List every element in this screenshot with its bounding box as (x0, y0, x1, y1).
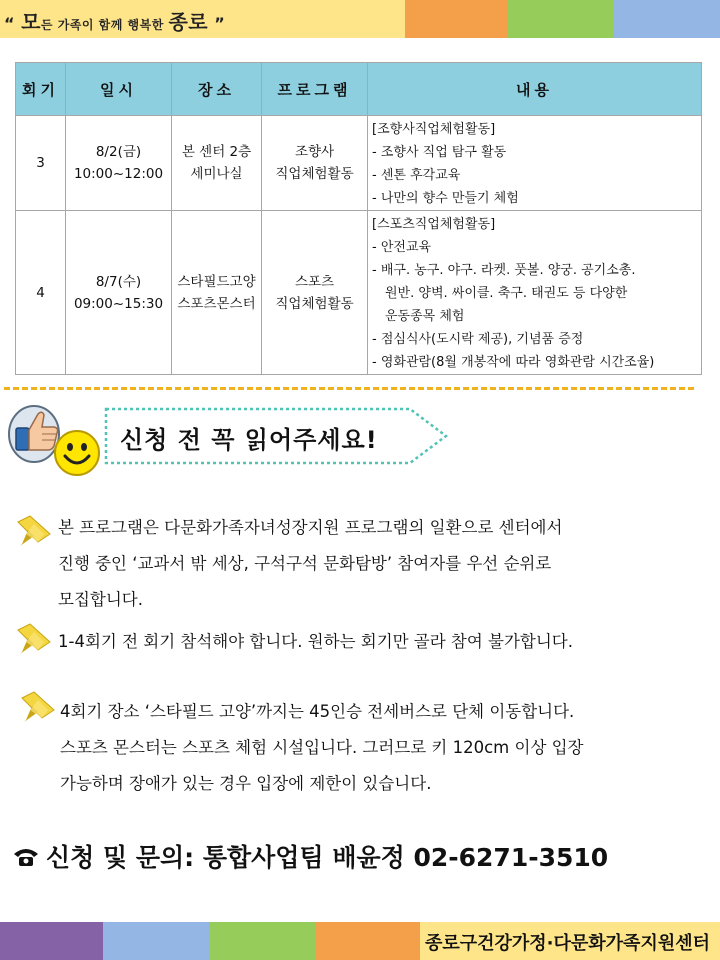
telephone-icon (12, 846, 40, 868)
top-banner (0, 0, 720, 38)
notice-line: 스포츠 몬스터는 스포츠 체험 시설입니다. 그러므로 키 120cm 이상 입장 (60, 738, 584, 757)
column-header-session: 회기 (16, 63, 66, 116)
notice-title: 신청 전 꼭 읽어주세요! (120, 426, 378, 454)
content-cell (368, 116, 702, 211)
notice-paragraph (58, 510, 562, 618)
place-cell (172, 211, 262, 375)
banner-color-block (0, 922, 103, 960)
push-pin-icon (14, 620, 54, 660)
column-header-place: 장소 (172, 63, 262, 116)
date-text: 8/2(금) (95, 144, 142, 160)
table-row (16, 211, 702, 375)
place-text: 스포츠몬스터 (177, 295, 256, 312)
slogan-first-char: 모 (21, 10, 41, 34)
table-row (16, 116, 702, 211)
slogan-middle: 든 가족이 함께 행복한 (40, 18, 169, 32)
content-line: - 나만의 향수 만들기 체험 (372, 191, 519, 206)
place-text: 본 센터 2층 (181, 144, 252, 160)
content-line: [스포츠직업체험활동] (372, 217, 496, 232)
dashed-divider (4, 387, 694, 390)
time-text: 09:00~15:30 (73, 295, 164, 312)
notice-line: 본 프로그램은 다문화가족자녀성장지원 프로그램의 일환으로 센터에서 (58, 518, 563, 537)
program-text: 직업체험활동 (275, 295, 354, 312)
push-pin-icon (18, 688, 58, 728)
content-line: - 안전교육 (372, 240, 432, 255)
notice-line: 모집합니다. (58, 590, 143, 609)
banner-color-block (405, 0, 507, 38)
content-line: - 영화관람(8월 개봉작에 따라 영화관람 시간조율) (372, 355, 655, 370)
date-cell (66, 211, 172, 375)
banner-color-block (103, 922, 209, 960)
place-text: 세미나실 (190, 166, 243, 182)
notice-line: 가능하며 장애가 있는 경우 입장에 제한이 있습니다. (60, 774, 432, 793)
contact-info: 신청 및 문의: 통합사업팀 배윤정 02-6271-3510 (46, 843, 609, 872)
place-text: 스타필드고양 (177, 273, 256, 290)
notice-paragraph (58, 624, 573, 660)
column-header-date: 일시 (66, 63, 172, 116)
table-header-row (16, 63, 702, 116)
program-text: 직업체험활동 (275, 166, 354, 182)
program-text: 조향사 (294, 144, 335, 160)
banner-color-block (209, 922, 316, 960)
content-line: 원반. 양벽. 싸이클. 축구. 태권도 등 다양한 (385, 286, 628, 301)
slogan-quote: ” (214, 14, 226, 33)
slogan-quote: “ (4, 14, 16, 33)
notice-line: 진행 중인 ‘교과서 밖 세상, 구석구석 문화탐방’ 참여자를 우선 순위로 (58, 554, 552, 573)
banner-color-block (614, 0, 720, 38)
session-cell: 4 (16, 211, 66, 375)
banner-color-block (507, 0, 614, 38)
time-text: 10:00~12:00 (73, 166, 164, 182)
notice-line: 4회기 장소 ‘스타필드 고양’까지는 45인승 전세버스로 단체 이동합니다. (60, 702, 575, 721)
content-line: - 센톤 후각교육 (372, 168, 461, 183)
content-line: - 조향사 직업 탐구 활동 (372, 145, 507, 160)
notice-paragraph (60, 694, 584, 802)
slogan-last: 종로 (168, 10, 209, 34)
push-pin-icon (14, 512, 54, 552)
program-cell (262, 116, 368, 211)
content-line: - 배구. 농구. 야구. 라켓. 풋볼. 양궁. 공기소총. (372, 263, 636, 278)
date-text: 8/7(수) (95, 273, 142, 290)
content-line: - 점심식사(도시락 제공), 기념품 증정 (372, 332, 584, 347)
content-line: [조향사직업체험활동] (372, 122, 496, 137)
slogan (4, 6, 225, 35)
content-cell (368, 211, 702, 375)
notice-line: 1-4회기 전 회기 참석해야 합니다. 원하는 회기만 골라 참여 불가합니다. (58, 632, 573, 651)
date-cell (66, 116, 172, 211)
column-header-content: 내용 (368, 63, 702, 116)
place-cell (172, 116, 262, 211)
center-name: 종로구건강가정·다문화가족지원센터 (424, 933, 710, 954)
schedule-table (15, 62, 702, 375)
program-cell (262, 211, 368, 375)
program-text: 스포츠 (294, 273, 335, 290)
column-header-program: 프로그램 (262, 63, 368, 116)
banner-color-block (316, 922, 420, 960)
session-cell: 3 (16, 116, 66, 211)
content-line: 운동종목 체험 (385, 309, 465, 324)
smiley-face-icon (52, 428, 102, 478)
